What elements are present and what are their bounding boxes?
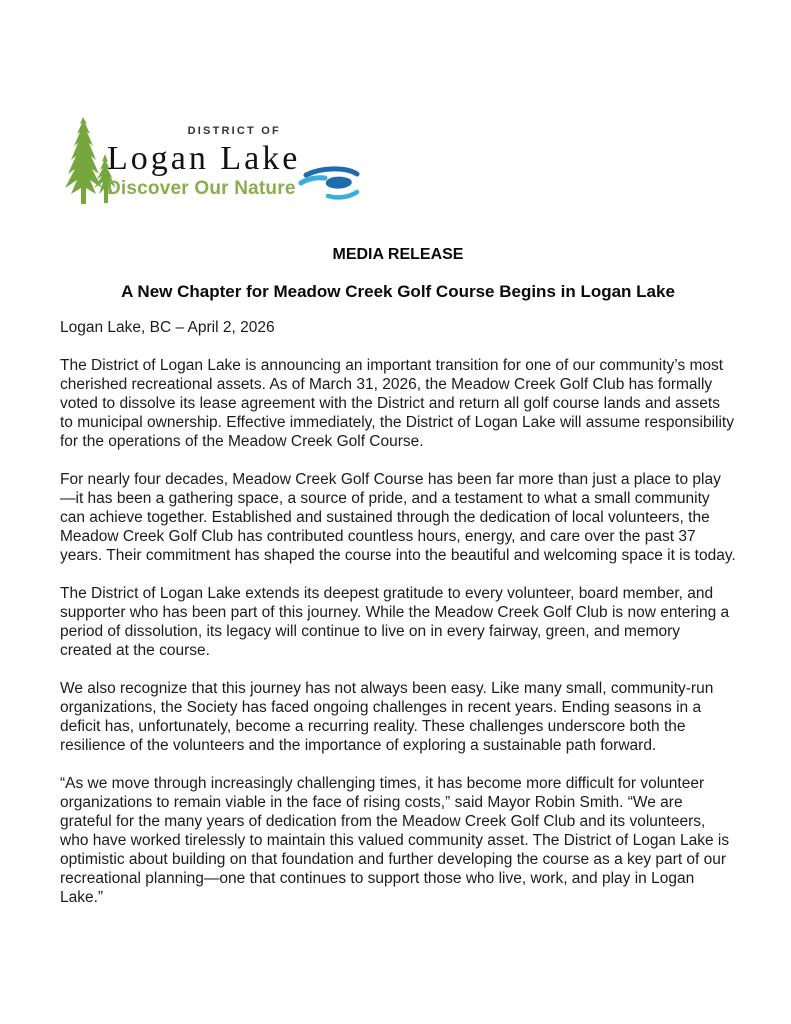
paragraph-4: We also recognize that this journey has not always been easy. Like many small, community-run organizations, the Society has faced ongoing challenges in recent years. Ending seasons in a deficit has, unfortunately, become a recurring reality. These challenges underscore both the resilience of the volunteers and the importance of exploring a sustainable path forward. (60, 680, 714, 754)
dateline: Logan Lake, BC – April 2, 2026 (60, 319, 275, 336)
kicker-media-release: MEDIA RELEASE (332, 246, 464, 263)
logo-name: Logan Lake (107, 140, 301, 177)
paragraph-1: The District of Logan Lake is announcing an important transition for one of our community’s most cherished recreational assets. As of March 31, 2026, the Meadow Creek Golf Club has formally voted to dissolve its lease agreement with the District and return all golf course lands and assets to municipal ownership. Effective immediately, the District of Logan Lake will assume responsibility for the operations of the Meadow Creek Golf Course. (60, 357, 734, 450)
logo-text (107, 116, 362, 202)
paragraph-3: The District of Logan Lake extends its deepest gratitude to every volunteer, board member, and supporter who has been part of this journey. While the Meadow Creek Golf Club is now entering a period of dissolution, its legacy will continue to live on in every fairway, green, and memory created at the course. (60, 585, 730, 659)
media-release-page (0, 116, 791, 907)
logo-tagline: Discover Our Nature (107, 178, 296, 199)
logo-district-of: DISTRICT OF (187, 125, 281, 137)
headline: A New Chapter for Meadow Creek Golf Course Begins in Logan Lake (121, 282, 675, 301)
paragraph-2: For nearly four decades, Meadow Creek Golf Course has been far more than just a place to play—it has been a gathering space, a source of pride, and a testament to what a small community can achieve together. Established and sustained through the dedication of local volunteers, the Meadow Creek Golf Club has contributed countless hours, energy, and care over the past 37 years. Their commitment has shaped the course into the beautiful and welcoming space it is today. (60, 471, 736, 564)
document-body (0, 245, 791, 907)
paragraph-5: “As we move through increasingly challenging times, it has become more difficult for volunteer organizations to remain viable in the face of rising costs,” said Mayor Robin Smith. “We are grateful for the many years of dedication from the Meadow Creek Golf Club and its volunteers, who have worked tirelessly to maintain this valued community asset. The District of Logan Lake is optimistic about building on that foundation and further developing the course as a key part of our recreational planning—one that continues to support those who live, work, and play in Logan Lake.” (60, 775, 730, 906)
logo (63, 116, 791, 208)
logo-tagline-row (107, 179, 362, 202)
water-swirl-icon (298, 164, 362, 202)
